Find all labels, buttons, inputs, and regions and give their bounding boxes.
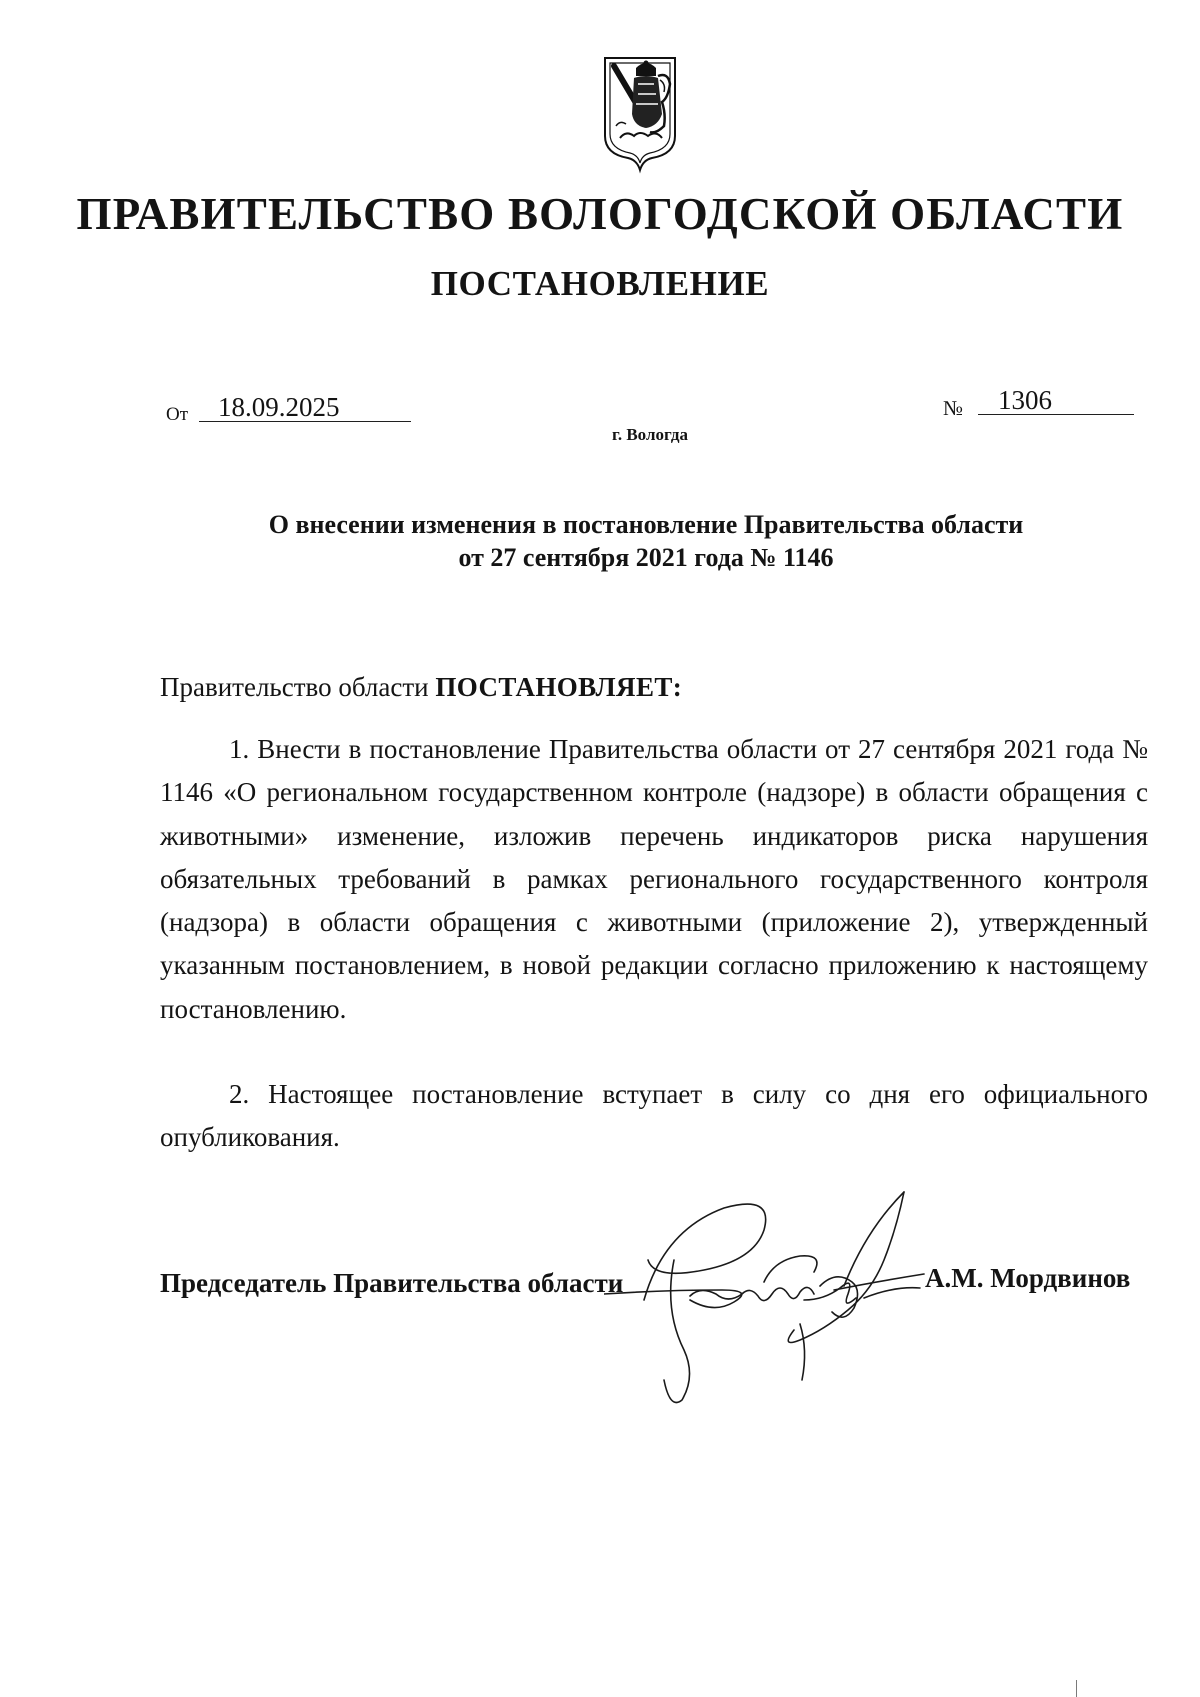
subject-line-1: О внесении изменения в постановление Правительства области [268, 510, 1024, 539]
document-subject [160, 508, 1132, 574]
preamble-resolves: ПОСТАНОВЛЯЕТ: [435, 672, 683, 702]
date-underline [199, 421, 411, 422]
coat-of-arms-icon [602, 54, 678, 174]
paragraph-2: 2. Настоящее постановление вступает в силу со дня его официального опубликования. [160, 1079, 1148, 1153]
preamble-prefix: Правительство области [160, 672, 429, 702]
date-value: 18.09.2025 [218, 392, 340, 422]
number-underline [978, 414, 1134, 415]
signer-role: Председатель Правительства области [160, 1268, 624, 1298]
document-type: ПОСТАНОВЛЕНИЕ [430, 264, 770, 303]
date-label: От [166, 404, 189, 425]
number-label: № [943, 396, 964, 420]
paragraph-1: 1. Внести в постановление Правительства области от 27 сентября 2021 года № 1146 «О региональном государственном контроле (надзоре) в области обращения с животными» изменение, изложив перечень индикаторов риска нарушения обязательных требований в рамках регионального государственного контроля (надзора) в области обращения с животными (приложение 2), утвержденный указанным постановлением, в новой редакции согласно приложению к настоящему постановлению. [160, 734, 1148, 1024]
government-title: ПРАВИТЕЛЬСТВО ВОЛОГОДСКОЙ ОБЛАСТИ [76, 189, 1124, 239]
subject-line-2: от 27 сентября 2021 года № 1146 [458, 543, 834, 572]
number-value: 1306 [998, 385, 1052, 415]
city-label: г. Вологда [612, 425, 688, 444]
preamble [160, 672, 682, 703]
handwritten-signature-icon [604, 1190, 964, 1410]
signer-name: А.М. Мордвинов [925, 1263, 1131, 1293]
scan-edge-mark [1076, 1680, 1077, 1697]
